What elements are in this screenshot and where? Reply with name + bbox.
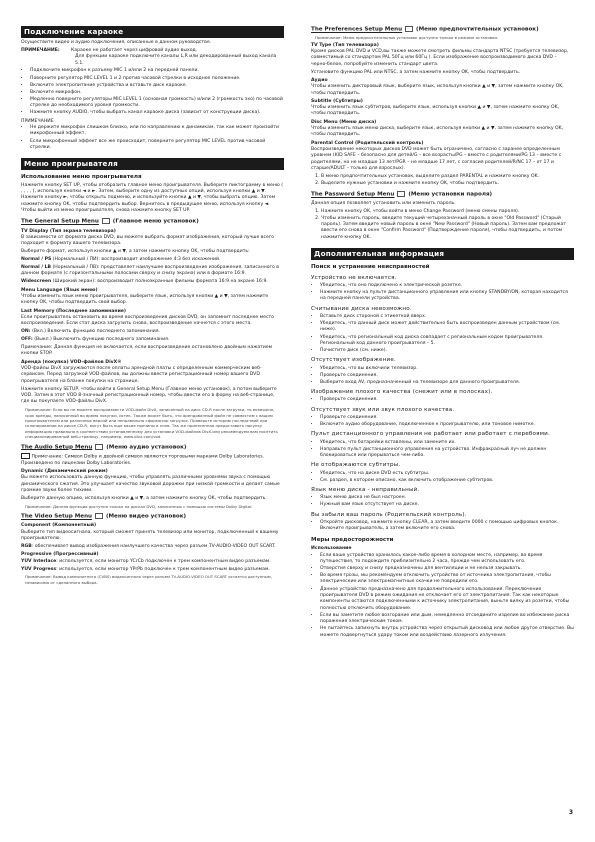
trouble-group-3: Отсутствует изображение. bbox=[311, 357, 396, 364]
password-setup-title bbox=[311, 191, 574, 199]
ws-text: (Широкий экран): воспроизводит полноэкранные фильмы формата 16:9 на экране 16:9. bbox=[52, 279, 268, 285]
ps-title: Normal / PS bbox=[21, 257, 52, 263]
trouble-list-8 bbox=[311, 495, 574, 508]
password-setup-name: The Password Setup Menu bbox=[311, 191, 395, 198]
divx-note: Примечание: Если вы не можете воспроизвести VOD-файл DivX, записанный на диск CD-R после загрузки, то возможно, срок аренды, написанный во время покупки, истек. Также может быть, что арендованный файл не совместим с вашим проигрывателем или различных версий или неправильно сформатир загрузке. Проверьте историю последствий при склонировании на диске CD-R, могут быть еще какие причины в этом. Так же принесенная предоставить покупку информацию правильно в соответствии установленному для установки VOD-файлов DivX.или рекомендуем вам посетить специализированный веб-страницу, например, www.divx.com/vod. bbox=[25, 407, 278, 440]
list-item: • Если микрофонный эффект все же происходит, поверните регулятор MIC LEVEL против часовой стрелки. bbox=[30, 139, 284, 152]
preferences-setup-suffix: (Меню предпочтительных установок) bbox=[416, 26, 539, 33]
list-item: • Направьте пульт дистанционного управления на устройство. Инфракрасный луч не должен блокироваться или прерываться чем-либо. bbox=[320, 447, 574, 460]
trouble-group-4: Изображение плохого качества (снежит или в полосках). bbox=[311, 389, 493, 396]
divx-title: Аренда (покупка) VOD-файлов DivX® bbox=[21, 359, 122, 365]
safety-list bbox=[311, 553, 574, 639]
karaoke-note-text: Караоке не работает через цифровой аудио выход. bbox=[71, 47, 198, 53]
subtitle-title: Subtitle (Субтитры) bbox=[311, 98, 363, 104]
list-item: • Убедитесь, что батарейки вставлены, или замените их. bbox=[320, 440, 574, 446]
dolby-icon bbox=[21, 453, 30, 459]
list-item: • Нажмите кнопку AUDIO, чтобы выбрать канал караоке диска (зависит от конструкции диска). bbox=[30, 110, 284, 116]
speaker-icon bbox=[95, 444, 103, 450]
password-intro: Данная опция позволяет установить или изменить пароль. bbox=[311, 200, 456, 206]
lb-text: (Нормальный / ПВ): представляет наилучшее воспроизведение изображения, записанного в данном формате (с горизонтальными полосами сверху и снизу экрана) или в формате 16:9. bbox=[21, 265, 279, 277]
disc-menu-title: Disc Menu (Меню диска) bbox=[311, 119, 377, 125]
list-item: • Убедитесь, что региональный код диска совпадает с региональным кодом проигрывателя. Региональный код данного проигрывателя – 5. bbox=[320, 335, 574, 348]
parental-title: Parental Control (Родительский контроль) bbox=[311, 140, 424, 146]
video-setup-name: The Video Setup Menu bbox=[21, 513, 93, 520]
component-text: Выберите тип видеосигнала, который сможет принять телевизор или монитор, подключенный к вашему проигрывателю. bbox=[21, 529, 279, 542]
audio-lang-text: Чтобы изменить дикторовый язык, выберите язык, используя кнопки ▲ и ▼, затем нажмите кнопку OK, чтобы подтвердить. bbox=[311, 84, 564, 96]
list-item: • Если ваше устройство хранилось какое-либо время в холодном месте, например, во время путешествия, то подождите приблизительно 2 часа, прежде чем использовать его. bbox=[320, 553, 574, 566]
list-item: • См. раздел, в котором описано, как включить отображение субтитров. bbox=[320, 478, 574, 484]
on-title: ON: bbox=[21, 329, 31, 335]
list-item: • Данное устройство предназначено для продолжительного использования. Переключение проигрывателя DVD в режим ожидания не отключает его от электропитания. Так как некоторые компоненты остаются подключенными к источнику электропитания, выньте вилку из розетки, чтобы полностью отключить оборудование. bbox=[320, 587, 574, 612]
menu-language-text: Чтобы изменить язык меню проигрывателя, выберите язык, используя кнопки ▲ и ▼, затем нажмите кнопку OK, чтобы подтвердить свой выбор. bbox=[21, 294, 269, 306]
tv-display-text: В зависимости от формата диска DVD, вы можете выбрать формат изображения, который лучше всего подходит к формату вашего телевизора. bbox=[21, 235, 275, 247]
dynamic-text2: Выберите данную опцию, используя кнопки ▲ и ▼, а затем нажмите кнопку OK, чтобы подтвердить. bbox=[21, 495, 267, 501]
last-memory-text: Если проигрыватель остановить во время воспроизведения дисков DVD, он запомнит последнее место воспроизведения. Если стат диска загрузить снова, воспроизведение начнется с этого места. bbox=[21, 314, 274, 327]
monitor-icon bbox=[95, 513, 103, 519]
extra-info-header: Дополнительная информация bbox=[311, 248, 574, 260]
trouble-list-9 bbox=[311, 520, 574, 533]
menu-language-title: Menu Language (Язык меню) bbox=[21, 287, 98, 293]
trouble-group-8: Язык меню диска - неправильный. bbox=[311, 486, 420, 493]
preferences-icon bbox=[405, 26, 413, 32]
password-setup-suffix: (Меню установки пароля) bbox=[408, 191, 493, 198]
list-item: • Не держите микрофон слишком близко, или по направлению к динамикам, так как может произойти микрофонный эффект. bbox=[30, 125, 284, 138]
trouble-list-2 bbox=[311, 314, 574, 354]
list-item: • Язык меню диска не был настроен. bbox=[320, 495, 574, 501]
general-setup-suffix: (Главное меню установок) bbox=[112, 218, 199, 225]
parental-text: Воспроизведение некоторых дисков DVD может быть ограничено, согласно с заранее определенным уровнем (KID SAFE – безопасно для детей/G – все возрасты/PG – вместе с родителями/PG 13 – вместе с родителями, но не младше 13 лет/PGR – не младше 17 лет, с согласия родителей/R/NC 17 – от 17 и старше/ADULT – только для взрослых). bbox=[311, 147, 562, 172]
list-item: • Во время грозы, мы рекомендуем отключить устройство от источника электропитания, чтобы электрические или электромагнитные скачки не повредили его. bbox=[320, 573, 574, 586]
tv-type-text2: Установите функцию PAL или NTSC, а затем нажмите кнопку OK, чтобы подтвердить. bbox=[311, 69, 521, 75]
trouble-list-4 bbox=[311, 397, 574, 403]
ws-item bbox=[21, 279, 284, 285]
off-item bbox=[21, 337, 284, 343]
list-item: • Включите аудио оборудование, подключенное к проигрывателю, или тоновое нимотке. bbox=[320, 422, 574, 428]
divx-text2: Нажмите кнопку SETUP, чтобы войти в General Setup Menu (Главное меню установок), а потом выберите VOD. Затем в этот VOD 8-значный регистрационный номер, чтобы ввести его в форму на веб-странице, где вы покупаете VOD-файлы DivX. bbox=[21, 386, 277, 405]
safety-use-title: Использование bbox=[311, 546, 352, 552]
lb-title: Normal / LB bbox=[21, 265, 52, 271]
on-item bbox=[21, 329, 284, 335]
general-setup-name: The General Setup Menu bbox=[21, 218, 99, 225]
left-column bbox=[21, 26, 284, 587]
right-column bbox=[311, 26, 574, 641]
trouble-list-5 bbox=[311, 415, 574, 428]
trouble-list-7 bbox=[311, 471, 574, 484]
ps-text: (Нормальный / ПИ): воспроизводит изображение 4:3 без искажений. bbox=[52, 257, 221, 263]
list-item: 2. Чтобы изменить пароль, введите текущий четырехзначный пароль в окне "Old Password" (Старый пароль). Затем введите новый пароль в окне "New Password" (Новый пароль). Затем вам предложат ввести его снова в окне "Confirm Password" (Подтверждение пароля), чтобы подтвердить, и потом нажмите кнопку OK. bbox=[321, 216, 574, 241]
karaoke-steps bbox=[21, 68, 284, 116]
list-item: • Почистите диск (см. ниже). bbox=[320, 348, 574, 354]
password-steps bbox=[311, 209, 574, 241]
list-item: • Выберите вход AV, предназначенный на телевизоре для данного проигрывателя. bbox=[320, 380, 574, 386]
rgb-item bbox=[21, 544, 284, 550]
list-item: • Проверьте соединения. bbox=[320, 397, 574, 403]
dynamic-title: Dynamic (Динамический режим) bbox=[21, 468, 108, 474]
preferences-note: Примечание: Меню предпочтительных установок доступно только в режиме остановки. bbox=[315, 35, 499, 41]
page-number: 3 bbox=[568, 809, 573, 816]
list-item: • Поверните регулятор MIC LEVEL 1 и 2 против часовой стрелки в исходное положение. bbox=[30, 76, 284, 82]
list-item: • Убедитесь, что оно подключено к электрической розетке. bbox=[320, 283, 574, 289]
audio-intro bbox=[21, 453, 284, 467]
list-item: • Нажмите кнопку на пульте дистанционного управления или кнопку STANDBY/ON, которая находится на передней панели устройства. bbox=[320, 290, 574, 303]
list-item: 1. Нажмите кнопку OK, чтобы войти в меню Change Password (меню смены пароля). bbox=[321, 209, 574, 215]
yuv-interlace-text: : используется, если монитор YCrCb подключен к трем компонентным видео разъемам. bbox=[56, 558, 271, 564]
list-item: • Включите электропитание устройства и вставьте диск караоке. bbox=[30, 83, 284, 89]
general-setup-title bbox=[21, 218, 284, 226]
trouble-list-6 bbox=[311, 440, 574, 460]
karaoke-intro: Осуществите видео и аудио подключения, описанные в данном руководстве. bbox=[21, 39, 212, 45]
lock-icon bbox=[397, 191, 405, 197]
list-item: • Подключите микрофон к разъему MIC 1 и/или 2 на передней панели. bbox=[30, 68, 284, 74]
yuv-progress-text: : используется, если монитор YPrPb подключен к трем компонентным видео разъемам. bbox=[56, 566, 270, 572]
tv-display-title: TV Display (Тип экрана телевизора) bbox=[21, 228, 116, 234]
progressive-title: Progressive (Прогрессивный) bbox=[21, 552, 99, 558]
trouble-group-2: Считывание диска невозможно. bbox=[311, 305, 412, 312]
list-item: • Включите микрофон. bbox=[30, 90, 284, 96]
disc-menu-text: Чтобы изменить язык меню диска, выберите язык, используя кнопки ▲ и ▼, затем нажмите кнопку OK, чтобы подтвердить. bbox=[311, 126, 564, 138]
karaoke-header: Подключение караоке bbox=[21, 26, 284, 38]
audio-lang-title: Аудио bbox=[311, 77, 328, 83]
component-title: Component (Компонентный) bbox=[21, 523, 97, 529]
off-title: OFF: bbox=[21, 337, 33, 343]
trouble-group-7: Не отображаются субтитры. bbox=[311, 462, 401, 469]
subtitle-text: Чтобы изменить язык субтитров, выберите язык, используя кнопки ▲ и ▼, затем нажмите кнопку OK, чтобы подтвердить. bbox=[311, 105, 560, 117]
yuv-progress-item bbox=[21, 567, 284, 573]
trouble-group-1: Устройство не включается. bbox=[311, 274, 397, 281]
karaoke-pr-list bbox=[21, 125, 284, 151]
list-item: • Отверстия сверху и снизу предназначены для вентиляции и не нельзя закрывать. bbox=[320, 566, 574, 572]
audio-setup-suffix: (Меню аудио установок) bbox=[106, 444, 187, 451]
trouble-list-3 bbox=[311, 366, 574, 387]
tv-type-text: Кроме дисков PAL DVD и VCD,вы также можете смотреть фильмы стандарта NTSC (требуется телевизор, совместимый со стандартом PAL 50Гц или 60Гц ). Если изображение воспроизводимого диска DVD – черно-белое, попробуйте изменить стандарт цвета. bbox=[311, 48, 569, 67]
list-item: • Нужный вам язык отсутствует на диске. bbox=[320, 502, 574, 508]
list-item: • Проверьте соединения. bbox=[320, 373, 574, 379]
parental-steps bbox=[311, 174, 574, 187]
trouble-group-5: Отсутствует звук или звук плохого качества. bbox=[311, 406, 455, 413]
ws-title: Widescreen bbox=[21, 279, 52, 285]
audio-setup-title bbox=[21, 444, 284, 452]
on-text: (Вкл.) Включить функцию последнего запоминания. bbox=[32, 329, 160, 335]
trouble-group-6: Пульт дистанционного управления не работает или работает с перебоями. bbox=[311, 431, 550, 438]
last-memory-title: Last Memory (Последнее запоминание) bbox=[21, 308, 127, 314]
menu-header: Меню проигрывателя bbox=[21, 158, 284, 170]
list-item: • Убедитесь, что вы включили телевизор. bbox=[320, 366, 574, 372]
dynamic-text: Вы можете использовать данную функцию, чтобы управлять различными уровнями звука с помощью динамического сжатия. Это улучшает качество звуковой дорожки при низкой громкости и делает самые громкие звуки более тихими. bbox=[21, 475, 280, 493]
yuv-interlace-item bbox=[21, 559, 284, 565]
settings-icon bbox=[102, 218, 110, 224]
list-item: • Проверьте соединения. bbox=[320, 415, 574, 421]
ps-item bbox=[21, 257, 284, 263]
list-item: 1. В меню предпочтительных установок, выделите раздел PARENTAL и нажмите кнопку OK. bbox=[321, 174, 574, 180]
list-item: • Не пытайтесь запихнуть внутрь устройства через открытый дисковод или любое другое отверстие. Вы можете подвергнуться удару током или воздействию лазерного излучения. bbox=[320, 626, 574, 639]
trouble-list-1 bbox=[311, 283, 574, 303]
list-item: • Убедитесь, что на диске DVD есть субтитры. bbox=[320, 471, 574, 477]
rgb-title: RGB bbox=[21, 543, 32, 549]
trouble-group-9: Вы забыли ваш пароль (Родительский контроль). bbox=[311, 511, 467, 518]
list-item: 2. Выделите нужные установки и нажмите кнопку OK, чтобы подтвердить. bbox=[321, 181, 574, 187]
safety-title: Меры предосторожности bbox=[311, 536, 394, 543]
karaoke-note-label: ПРИМЕЧАНИЕ: bbox=[21, 47, 60, 53]
preferences-setup-name: The Preferences Setup Menu bbox=[311, 26, 403, 33]
video-note: Примечание: Вывод композитного (CVBS) видеосигнала через разъем TV-AUDIO-VIDEO OUT SCART остается доступным, независимо от сделанного выбора. bbox=[25, 574, 272, 585]
karaoke-pr-label: ПРИМЕЧАНИЕ bbox=[21, 118, 54, 124]
karaoke-note-text2: Для функции караоке подключите каналы L,R или декодированный выход канала 5.1. bbox=[75, 54, 277, 66]
yuv-progress-title: YUV Progress bbox=[21, 566, 57, 572]
preferences-setup-title bbox=[311, 26, 574, 34]
menu-use-text: Нажмите кнопку SET UP, чтобы отобразить главное меню проигрывателя. Выберите пиктограмму в меню ( , , , , ), используя кнопки ◄ и ►. Затем, выберите одну из доступных опций, используя кнопки ▲ и ▼. Нажмите кнопку ►, чтобы открыть подменю, и используйте кнопки ▲ и ▼, чтобы выбрать опцию. Затем нажмите кнопку OK, чтобы подтвердить выбор. Вернитесь в предыдущее меню, используя кнопку ◄. Чтобы выйти из меню проигрывателя, снова нажмите кнопку SET UP. bbox=[21, 182, 284, 214]
audio-setup-name: The Audio Setup Menu bbox=[21, 444, 93, 451]
last-memory-note: Примечание: Данная функция не включается, если воспроизведение остановлено двойным нажатием кнопки STOP. bbox=[21, 345, 273, 357]
yuv-interlace-title: YUV Interlace bbox=[21, 558, 57, 564]
audio-intro-text: Примечание: Символ Dolby и двойной символ являются торговыми марками Dolby Laboratories. Произведено по лицензии Dolby Laboratories. bbox=[21, 454, 265, 466]
video-setup-title bbox=[21, 513, 284, 521]
list-item: • Если вы заметите любое возгорание или дым, немедленно отсоедините изделие во избежание риска поражения электрическим током. bbox=[320, 613, 574, 626]
lb-item bbox=[21, 265, 284, 278]
list-item: • Откройте дисковод, нажмите кнопку CLEAR, а затем введите 0000 с помощью цифровых кнопок. Включите проигрыватель, а затем включите его снова. bbox=[320, 520, 574, 533]
divx-text: VOD-файлы DivX загружаются после оплаты арендной платы с определенным коммерческим веб-сервисом. Перед загрузкой VOD-файлов, вы должны ввести регистрационный номер вашего DVD проигрывателя на бланке покупки на странице. bbox=[21, 366, 262, 384]
dynamic-note: Примечание: Данная функция доступна только на дисках DVD, записанных с помощью системы Dolby Digital. bbox=[25, 503, 253, 509]
tv-display-text2: Выберите формат, используя кнопки ▲ и ▼, а затем нажмите кнопку OK, чтобы подтвердить: bbox=[21, 249, 250, 255]
video-setup-suffix: (Меню видео установок) bbox=[105, 513, 187, 520]
off-text: (Выкл.) Выключить функцию последнего запоминания. bbox=[34, 337, 170, 343]
menu-use-title: Использование меню проигрывателя bbox=[21, 174, 142, 181]
troubleshoot-title: Поиск и устранение неисправностей bbox=[311, 264, 430, 270]
rgb-text: : обеспечивает вывод изображения наилучшего качества через разъем TV-AUDIO-VIDEO OUT SCART. bbox=[31, 543, 276, 549]
list-item: • Медленно поверните регуляторы MIC LEVEL 1 (основная громкость) и/или 2 (громкость эхо) по часовой стрелке до необходимого уровня громкости. bbox=[30, 97, 284, 110]
tv-type-title: TV Type (Тип телевизора) bbox=[311, 42, 379, 48]
list-item: • Убедитесь, что данный диск может действительно быть воспроизведен данным устройством (см. ниже). bbox=[320, 321, 574, 334]
list-item: • Вставьте диск стороной с этикеткой вверх. bbox=[320, 314, 574, 320]
